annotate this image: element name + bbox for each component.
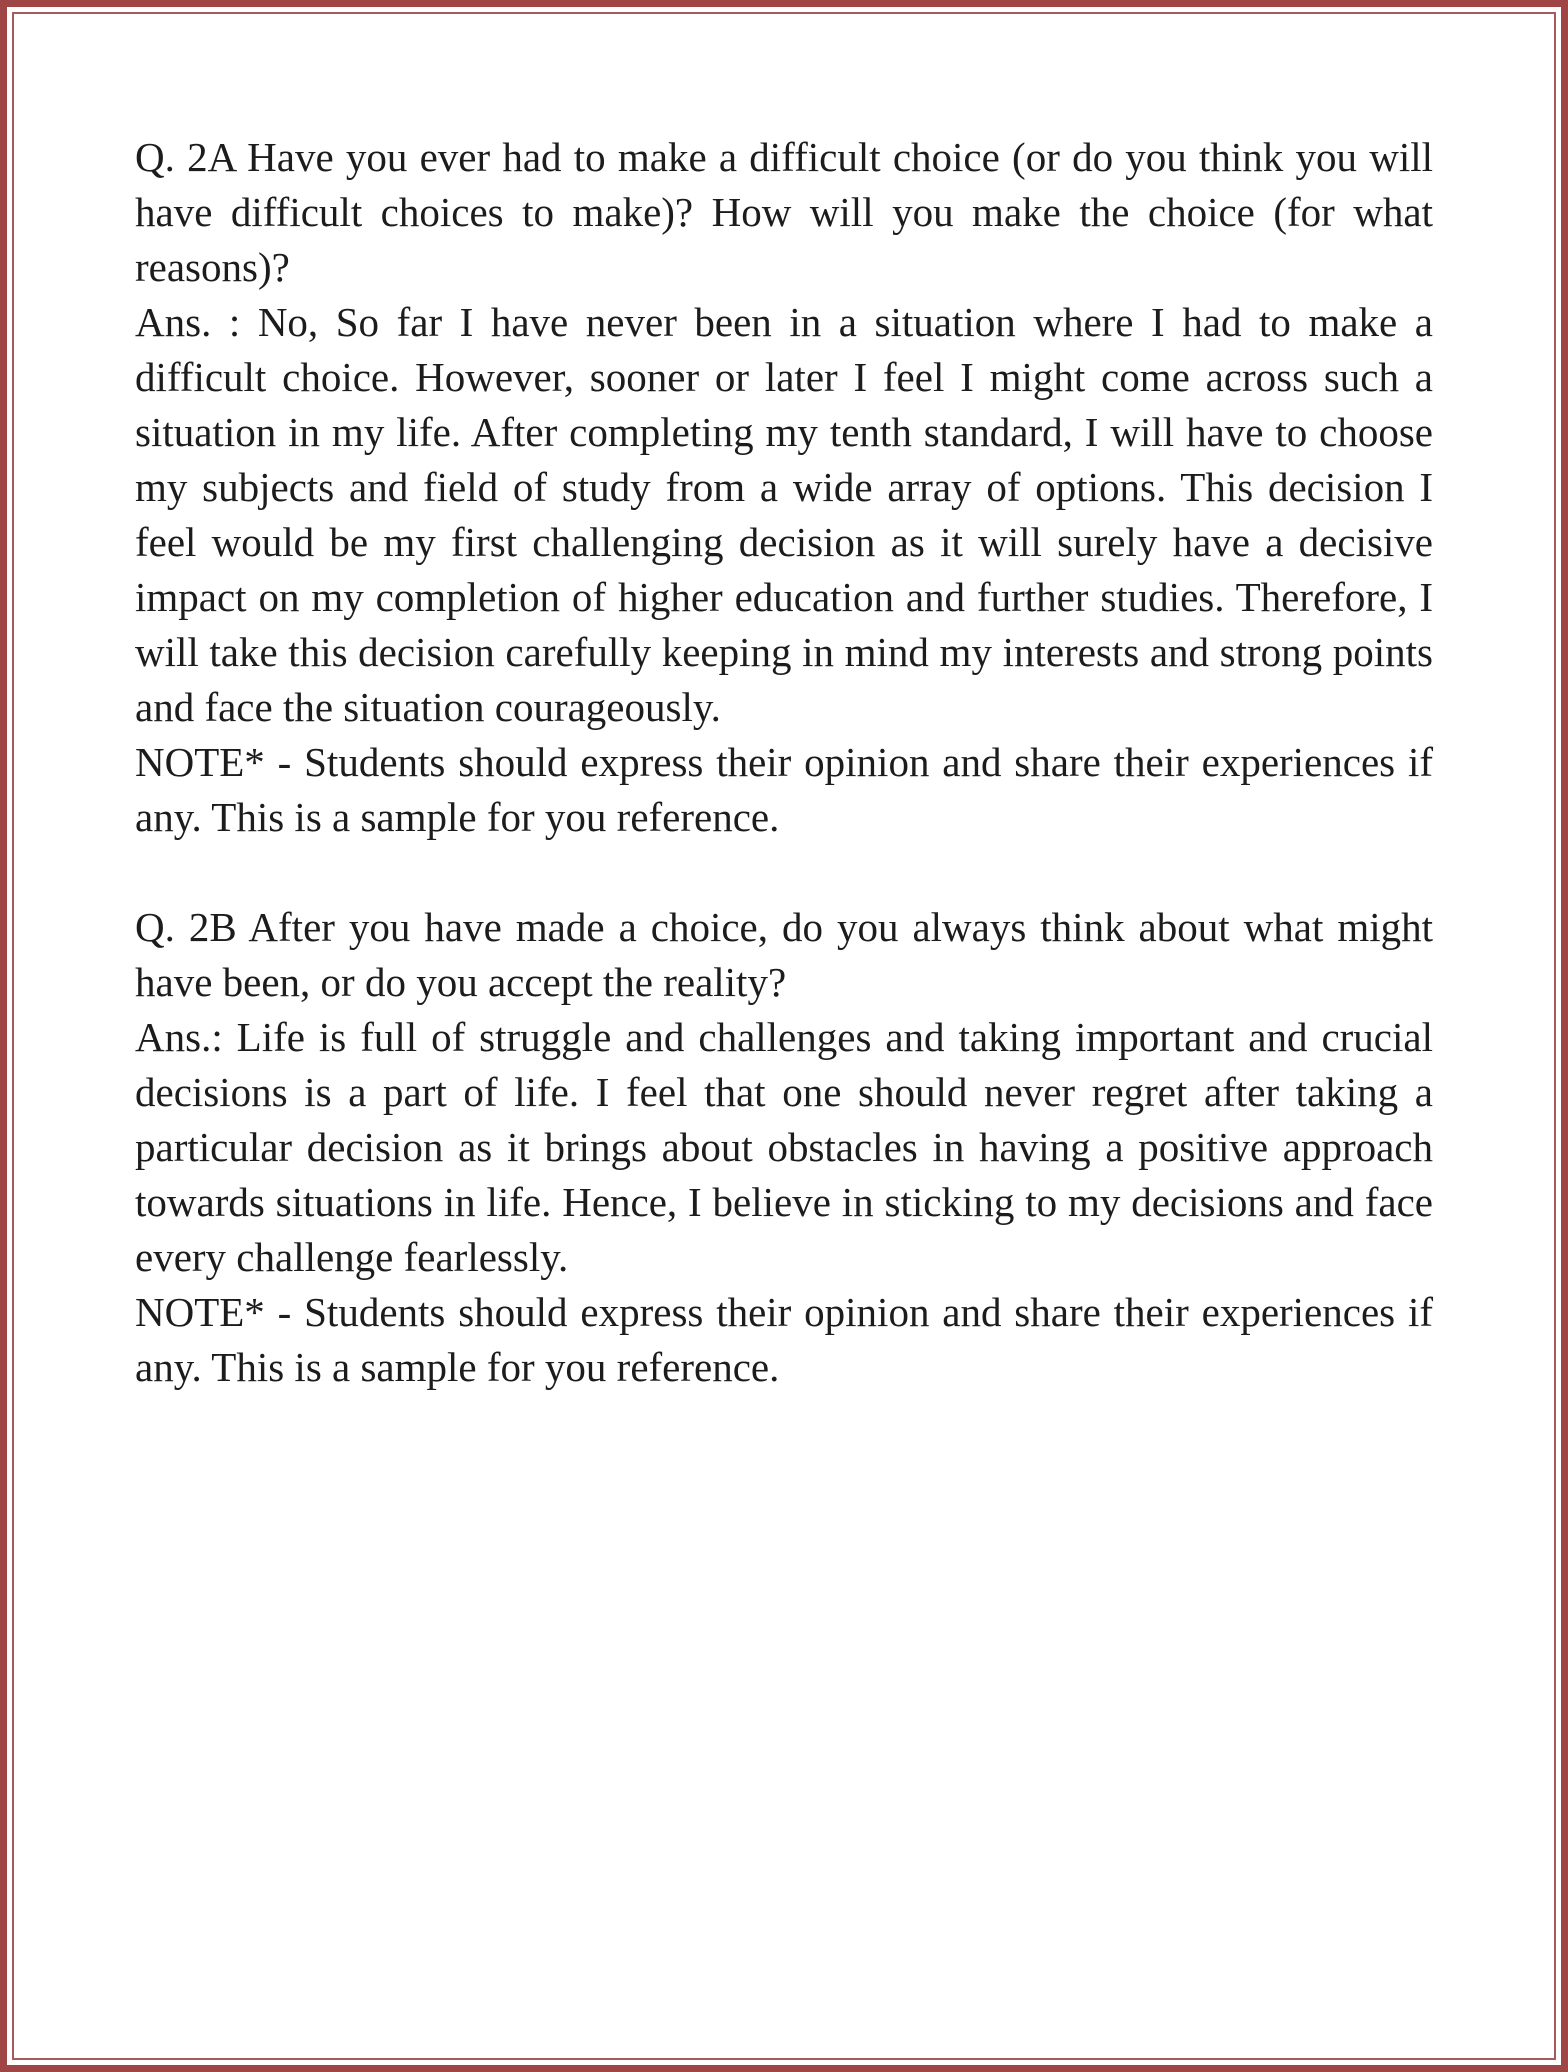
section-q2a (135, 130, 1433, 845)
answer-text: Ans.: Life is full of struggle and challenges and taking important and crucial decisions is a part of life. I feel that one should never regret after taking a particular decision as it brings about obstacles in having a positive approach towards situations in life. Hence, I believe in sticking to my decisions and face every challenge fearlessly. (135, 1014, 1433, 1280)
answer-text: Ans. : No, So far I have never been in a situation where I had to make a difficult choice. However, sooner or later I feel I might come across such a situation in my life. After completing my tenth standard, I will have to choose my subjects and field of study from a wide array of options. This decision I feel would be my first challenging decision as it will surely have a decisive impact on my completion of higher education and further studies. Therefore, I will take this decision carefully keeping in mind my interests and strong points and face the situation courageously. (135, 299, 1433, 730)
question-text: Q. 2A Have you ever had to make a difficult choice (or do you think you will have difficult choices to make)? How will you make the choice (for what reasons)? (135, 134, 1433, 290)
note-text: NOTE* - Students should express their opinion and share their experiences if any. This is a sample for you reference. (135, 739, 1433, 840)
question-text: Q. 2B After you have made a choice, do you always think about what might have been, or do you accept the reality? (135, 904, 1433, 1005)
section-q2b (135, 900, 1433, 1395)
section-spacer (135, 845, 1433, 900)
document-body (135, 130, 1433, 1395)
note-text: NOTE* - Students should express their opinion and share their experiences if any. This is a sample for you reference. (135, 1289, 1433, 1390)
